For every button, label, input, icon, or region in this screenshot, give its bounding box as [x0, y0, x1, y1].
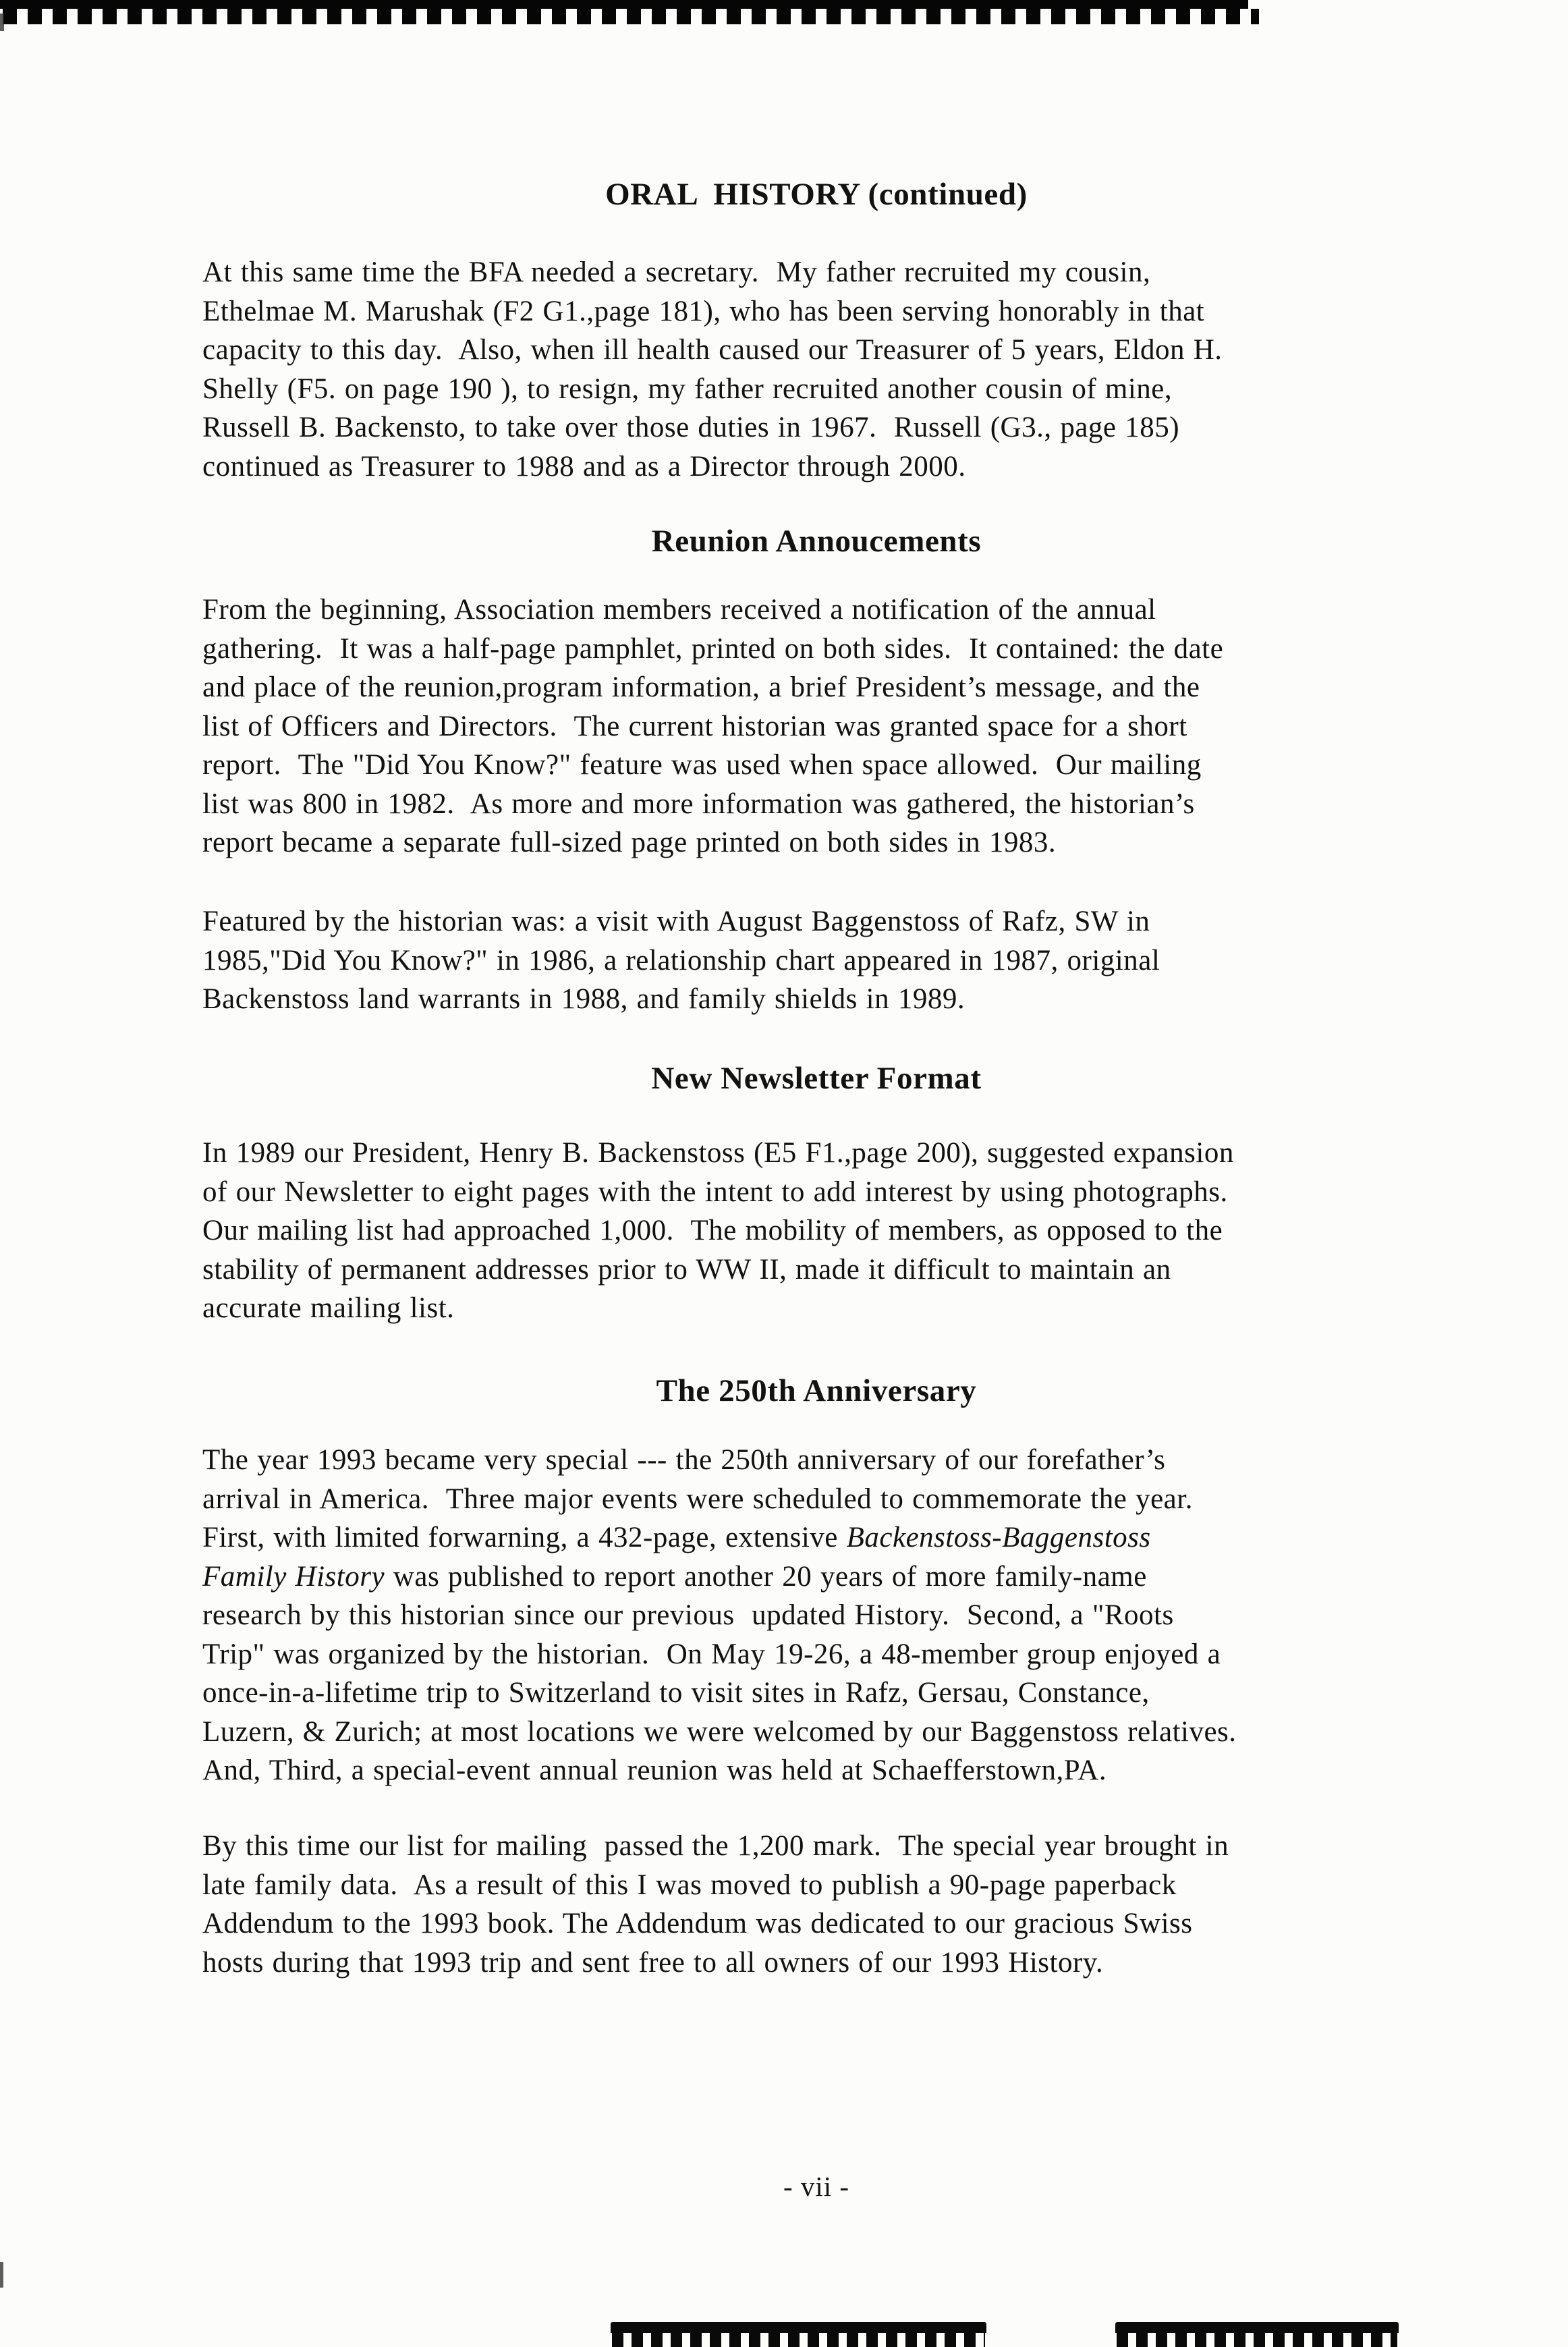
text-run: The year 1993 became very special --- the 250th anniversary of our forefather’s — [202, 1444, 1166, 1476]
text-run: Shelly (F5. on page 190 ), to resign, my father recruited another cousin of mine, — [202, 372, 1173, 405]
text-run: list was 800 in 1982. As more and more information was gathered, the historian’s — [202, 788, 1195, 820]
text-line — [202, 408, 1525, 447]
text-run: Russell B. Backensto, to take over those duties in 1967. Russell (G3., page 185) — [202, 412, 1180, 443]
text-run: Trip" was organized by the historian. On May 19-26, a 48-member group enjoyed a — [202, 1638, 1221, 1670]
text-line — [202, 370, 1525, 409]
text-run: gathering. It was a half-page pamphlet, printed on both sides. It contained: the date — [202, 632, 1224, 665]
text-run: list of Officers and Directors. The current historian was granted space for a short — [202, 710, 1187, 742]
text-run: 1985,"Did You Know?" in 1986, a relationship chart appeared in 1987, original — [202, 944, 1160, 976]
text-run: Featured by the historian was: a visit with August Baggenstoss of Rafz, SW in — [202, 906, 1150, 937]
section-heading-reunion-annoucements: Reunion Annoucements — [651, 524, 982, 559]
section-heading-new-newsletter-format: New Newsletter Format — [651, 1061, 982, 1096]
text-run: hosts during that 1993 trip and sent free to all owners of our 1993 History. — [202, 1946, 1104, 1979]
text-line — [202, 253, 1525, 292]
text-line — [202, 980, 1525, 1019]
paragraph-newsletter-1 — [202, 1134, 1525, 1328]
text-run: And, Third, a special-event annual reunion was held at Schaefferstown,PA. — [202, 1755, 1107, 1786]
text-line — [202, 1211, 1525, 1250]
paragraph-reunion-1 — [202, 590, 1525, 862]
text-run: Addendum to the 1993 book. The Addendum was dedicated to our gracious Swiss — [202, 1908, 1193, 1939]
italic-text-run: Family History — [202, 1560, 385, 1593]
text-run: In 1989 our President, Henry B. Backenstoss (E5 F1.,page 200), suggested expansion — [202, 1137, 1234, 1169]
scan-edge-bottom-bar-solid — [1115, 2322, 1399, 2333]
text-run: Backenstoss land warrants in 1988, and family shields in 1989. — [202, 983, 965, 1015]
text-line — [202, 823, 1525, 862]
text-line — [202, 746, 1525, 785]
text-line — [202, 1943, 1525, 1983]
scan-edge-bottom-bar — [1115, 2322, 1399, 2347]
text-line — [202, 1713, 1525, 1752]
text-line — [202, 941, 1525, 981]
text-line — [202, 1289, 1525, 1328]
text-run: research by this historian since our previous updated History. Second, a "Roots — [202, 1599, 1174, 1631]
text-line — [202, 331, 1525, 370]
text-line — [202, 1866, 1525, 1905]
scan-edge-left-mark — [0, 2262, 3, 2288]
text-run: Luzern, & Zurich; at most locations we were welcomed by our Baggenstoss relatives. — [202, 1715, 1237, 1748]
text-line — [202, 707, 1525, 746]
text-run: was published to report another 20 years of more family-name — [385, 1560, 1147, 1593]
text-line — [202, 1635, 1525, 1674]
text-line — [202, 1134, 1525, 1173]
italic-text-run: Backenstoss-Baggenstoss — [846, 1522, 1151, 1553]
scan-edge-top-ticks — [3, 9, 1259, 24]
text-line — [202, 1250, 1525, 1290]
scan-edge-left-mark — [0, 13, 4, 31]
page-title: ORAL HISTORY (continued) — [605, 177, 1028, 212]
text-line — [202, 1480, 1525, 1519]
scan-edge-bottom-bar — [611, 2322, 986, 2347]
text-run: and place of the reunion,program information, a brief President’s message, and the — [202, 671, 1200, 703]
scan-edge-bottom-bar-ticks — [1117, 2333, 1397, 2347]
text-run: By this time our list for mailing passed the 1,200 mark. The special year brought in — [202, 1830, 1229, 1862]
text-run: Our mailing list had approached 1,000. The mobility of members, as opposed to the — [202, 1215, 1223, 1246]
text-run: once-in-a-lifetime trip to Switzerland to visit sites in Rafz, Gersau, Constance, — [202, 1677, 1150, 1709]
text-run: arrival in America. Three major events were scheduled to commemorate the year. — [202, 1483, 1193, 1515]
text-run: stability of permanent addresses prior to WW II, made it difficult to maintain an — [202, 1253, 1171, 1286]
text-line — [202, 1173, 1525, 1212]
text-line — [202, 1827, 1525, 1866]
page-number: - vii - — [783, 2171, 850, 2202]
text-line — [202, 630, 1525, 669]
text-line — [202, 1557, 1525, 1597]
text-run: At this same time the BFA needed a secretary. My father recruited my cousin, — [202, 256, 1151, 288]
text-line — [202, 447, 1525, 487]
text-run: From the beginning, Association members received a notification of the annual — [202, 594, 1156, 626]
text-line — [202, 1518, 1525, 1557]
scan-edge-bottom-bar-solid — [611, 2322, 986, 2333]
section-heading-250th-anniversary: The 250th Anniversary — [656, 1373, 977, 1408]
text-line — [202, 1674, 1525, 1713]
text-run: of our Newsletter to eight pages with the intent to add interest by using photographs. — [202, 1176, 1228, 1208]
text-run: continued as Treasurer to 1988 and as a Director through 2000. — [202, 450, 966, 482]
text-run: late family data. As a result of this I was moved to publish a 90-page paperback — [202, 1869, 1177, 1901]
text-run: First, with limited forwarning, a 432-page, extensive — [202, 1522, 847, 1553]
scan-edge-top-bar — [0, 0, 1248, 9]
text-run: capacity to this day. Also, when ill health caused our Treasurer of 5 years, Eldon H. — [202, 334, 1223, 366]
text-line — [202, 785, 1525, 824]
text-line — [202, 1441, 1525, 1480]
text-line — [202, 590, 1525, 630]
text-line — [202, 1904, 1525, 1943]
text-line — [202, 292, 1525, 331]
text-line — [202, 1751, 1525, 1790]
paragraph-oral-history-1 — [202, 253, 1525, 486]
text-run: report. The "Did You Know?" feature was used when space allowed. Our mailing — [202, 749, 1202, 781]
paragraph-anniversary-2 — [202, 1827, 1525, 1982]
text-line — [202, 902, 1525, 941]
scan-edge-bottom-bar-ticks — [612, 2333, 985, 2347]
text-run: accurate mailing list. — [202, 1292, 455, 1324]
text-line — [202, 668, 1525, 707]
text-run: report became a separate full-sized page printed on both sides in 1983. — [202, 827, 1057, 858]
text-run: Ethelmae M. Marushak (F2 G1.,page 181), who has been serving honorably in that — [202, 295, 1205, 327]
paragraph-anniversary-1 — [202, 1441, 1525, 1790]
text-line — [202, 1596, 1525, 1635]
paragraph-reunion-2 — [202, 902, 1525, 1019]
